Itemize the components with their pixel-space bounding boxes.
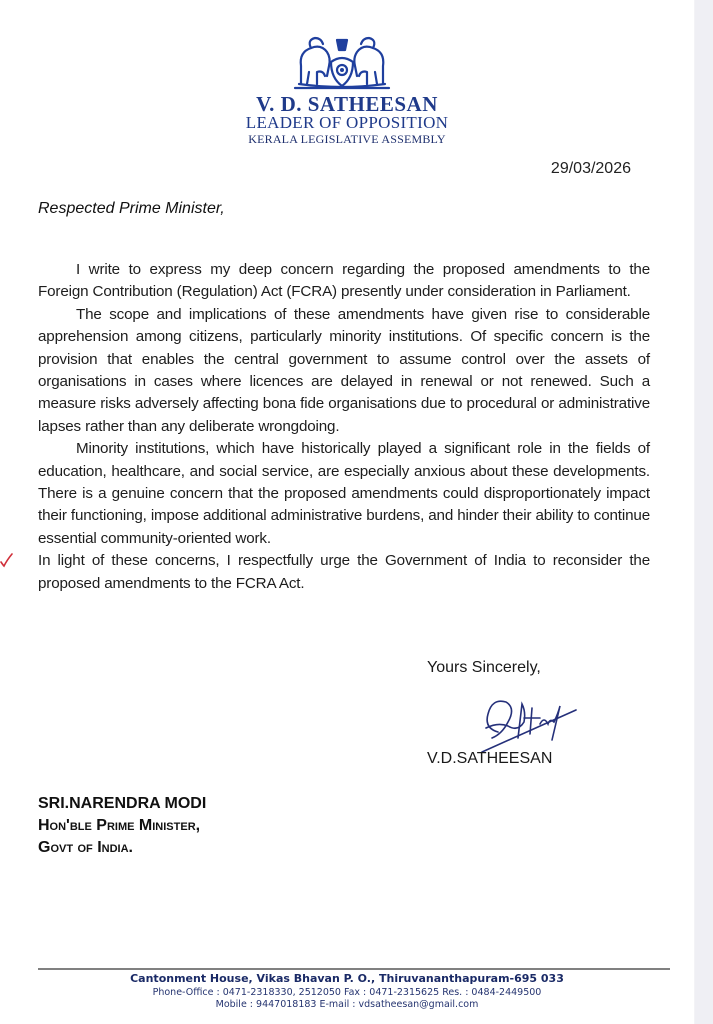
footer-divider: [38, 968, 670, 970]
letterhead-name: V. D. SATHEESAN: [256, 92, 438, 116]
footer-contact: Mobile : 9447018183 E-mail : vdsatheesan@gmail.com: [215, 999, 479, 1010]
footer-phones: Phone-Office : 0471-2318330, 2512050 Fax : 0471-2315625 Res. : 0484-2449500: [152, 987, 542, 998]
signer-name: V.D.SATHEESAN: [427, 750, 553, 767]
letter-body: [38, 259, 650, 595]
addressee-office: Govt of India.: [38, 839, 134, 856]
closing: Yours Sincerely,: [427, 659, 541, 676]
salutation: Respected Prime Minister,: [38, 200, 225, 217]
paragraph-2: The scope and implications of these amendments have given rise to considerable apprehension among citizens, particularly minority institutions. Of specific concern is the provision that enables the central government to assume control over the assets of organisations in cases where licences are delayed in renewal or not renewed. Such a measure risks adversely affecting bona fide organisations due to procedural or administrative lapses rather than any deliberate wrongdoing.: [38, 305, 650, 435]
letter-date: 29/03/2026: [550, 160, 631, 177]
paragraph-4: In light of these concerns, I respectfully urge the Government of India to reconsider the proposed amendments to the FCRA Act.: [38, 552, 650, 592]
addressee-name: SRI.NARENDRA MODI: [38, 795, 207, 812]
footer-address: Cantonment House, Vikas Bhavan P. O., Thiruvananthapuram-695 033: [130, 972, 564, 985]
paragraph-1: I write to express my deep concern regarding the proposed amendments to the Foreign Contribution (Regulation) Act (FCRA) presently under consideration in Parliament.: [38, 261, 650, 301]
red-tick-mark-icon: [0, 552, 14, 568]
paragraph-3: Minority institutions, which have historically played a significant role in the fields of education, healthcare, and social service, are especially anxious about these developments. There is a genuine concern that the proposed amendments could disproportionately impact their functioning, impose additional administrative burdens, and hinder their ability to continue essential community-oriented work.: [38, 440, 650, 547]
addressee-block: [38, 793, 206, 859]
letterhead-title: LEADER OF OPPOSITION: [245, 113, 449, 132]
handwritten-signature-icon: [478, 688, 578, 754]
kerala-state-emblem-icon: [287, 32, 397, 94]
addressee-designation: Hon'ble Prime Minister,: [38, 817, 201, 834]
letterhead-assembly: KERALA LEGISLATIVE ASSEMBLY: [248, 132, 446, 146]
